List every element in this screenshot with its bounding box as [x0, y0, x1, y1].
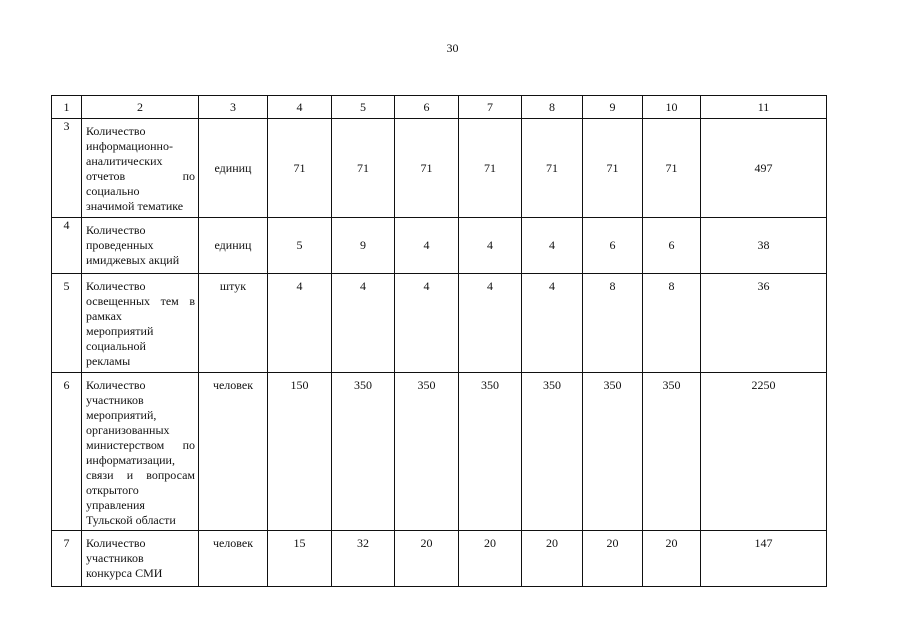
table-row: [52, 119, 827, 218]
indicator-name-line: конкурса СМИ: [86, 566, 163, 580]
value-cell: 6: [583, 218, 643, 274]
indicator-name-line: связи и вопросам: [86, 468, 195, 482]
value-cell: 71: [332, 119, 395, 218]
indicator-name: [82, 119, 199, 218]
column-number-row: [52, 96, 827, 119]
column-number-cell: 2: [82, 96, 199, 119]
column-number-cell: 4: [268, 96, 332, 119]
indicator-name-line: проведенных: [86, 238, 154, 252]
value-cell: 350: [332, 373, 395, 531]
indicator-name-line: Количество: [86, 378, 146, 392]
value-cell: 20: [395, 531, 459, 587]
value-cell: 20: [459, 531, 522, 587]
indicator-name-line: имиджевых акций: [86, 253, 180, 267]
indicator-name-line: Количество: [86, 124, 146, 138]
unit-cell: человек: [199, 373, 268, 531]
indicator-name: [82, 373, 199, 531]
value-cell: 4: [268, 274, 332, 373]
unit-cell: штук: [199, 274, 268, 373]
indicator-name-line: организованных: [86, 423, 170, 437]
indicator-name-line: Тульской области: [86, 513, 176, 527]
indicator-name-line: рамках: [86, 309, 122, 323]
total-cell: 497: [701, 119, 827, 218]
table-row: [52, 373, 827, 531]
indicator-name-line: участников: [86, 393, 144, 407]
value-cell: 350: [583, 373, 643, 531]
value-cell: 20: [522, 531, 583, 587]
row-number: 6: [52, 373, 82, 531]
total-cell: 147: [701, 531, 827, 587]
total-cell: 36: [701, 274, 827, 373]
value-cell: 8: [643, 274, 701, 373]
value-cell: 4: [522, 218, 583, 274]
value-cell: 20: [643, 531, 701, 587]
value-cell: 4: [522, 274, 583, 373]
indicator-name-line: управления: [86, 498, 145, 512]
indicator-name-line: Количество: [86, 536, 146, 550]
column-number-cell: 1: [52, 96, 82, 119]
value-cell: 4: [395, 274, 459, 373]
indicator-name-line: социальной: [86, 339, 146, 353]
row-number: 4: [52, 218, 82, 274]
value-cell: 4: [459, 218, 522, 274]
column-number-cell: 5: [332, 96, 395, 119]
indicator-name-line: социально: [86, 184, 140, 198]
column-number-cell: 7: [459, 96, 522, 119]
value-cell: 9: [332, 218, 395, 274]
value-cell: 350: [459, 373, 522, 531]
value-cell: 20: [583, 531, 643, 587]
indicator-name-line: мероприятий: [86, 324, 154, 338]
indicator-name-line: информационно-: [86, 139, 173, 153]
total-cell: 2250: [701, 373, 827, 531]
indicator-name-line: участников: [86, 551, 144, 565]
value-cell: 4: [459, 274, 522, 373]
value-cell: 71: [268, 119, 332, 218]
indicator-name-line: Количество: [86, 223, 146, 237]
value-cell: 71: [459, 119, 522, 218]
value-cell: 32: [332, 531, 395, 587]
row-number: 5: [52, 274, 82, 373]
value-cell: 5: [268, 218, 332, 274]
table-row: [52, 531, 827, 587]
indicator-name-line: рекламы: [86, 354, 131, 368]
unit-cell: единиц: [199, 119, 268, 218]
total-cell: 38: [701, 218, 827, 274]
indicator-name-line: информатизации,: [86, 453, 175, 467]
indicator-name-line: открытого: [86, 483, 139, 497]
value-cell: 15: [268, 531, 332, 587]
row-number: 7: [52, 531, 82, 587]
indicator-name: [82, 531, 199, 587]
table-row: [52, 218, 827, 274]
value-cell: 350: [643, 373, 701, 531]
column-number-cell: 11: [701, 96, 827, 119]
table-row: [52, 274, 827, 373]
indicator-name: [82, 274, 199, 373]
value-cell: 71: [395, 119, 459, 218]
indicator-name-line: освещенных тем в: [86, 294, 195, 308]
column-number-cell: 6: [395, 96, 459, 119]
column-number-cell: 9: [583, 96, 643, 119]
value-cell: 350: [522, 373, 583, 531]
value-cell: 150: [268, 373, 332, 531]
indicator-name-line: отчетов по: [86, 169, 195, 183]
row-number: 3: [52, 119, 82, 218]
unit-cell: единиц: [199, 218, 268, 274]
value-cell: 4: [332, 274, 395, 373]
indicator-name-line: Количество: [86, 279, 146, 293]
value-cell: 350: [395, 373, 459, 531]
indicator-name-line: министерством по: [86, 438, 195, 452]
indicators-table: [51, 95, 827, 587]
value-cell: 8: [583, 274, 643, 373]
value-cell: 6: [643, 218, 701, 274]
page-number: 30: [446, 41, 459, 55]
value-cell: 71: [643, 119, 701, 218]
column-number-cell: 8: [522, 96, 583, 119]
value-cell: 71: [522, 119, 583, 218]
column-number-cell: 10: [643, 96, 701, 119]
indicator-name-line: значимой тематике: [86, 199, 184, 213]
unit-cell: человек: [199, 531, 268, 587]
column-number-cell: 3: [199, 96, 268, 119]
value-cell: 71: [583, 119, 643, 218]
indicator-name-line: аналитических: [86, 154, 163, 168]
indicator-name-line: мероприятий,: [86, 408, 157, 422]
indicator-name: [82, 218, 199, 274]
value-cell: 4: [395, 218, 459, 274]
